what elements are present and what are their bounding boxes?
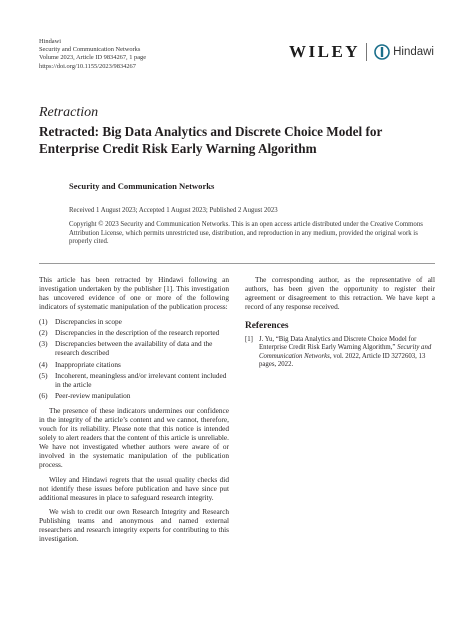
hindawi-logo-icon [374, 44, 390, 60]
intro-paragraph: This article has been retracted by Hindawi following an investigation undertaken by the publisher [1]. This investigation has uncovered evidence of one or more of the following indicators of systematic manipulation of the publication process: [39, 275, 229, 311]
right-column [245, 276, 435, 370]
wiley-wordmark: WILEY [289, 42, 361, 61]
reference-number: [1] [245, 335, 253, 343]
article-title: Retracted: Big Data Analytics and Discrete Choice Model for Enterprise Credit Risk Early Warning Algorithm [39, 124, 383, 156]
list-item: (3) Discrepancies between the availability of data and the research described [39, 339, 213, 358]
integrity-paragraph: The presence of these indicators undermines our confidence in the integrity of the article’s content and we cannot, therefore, vouch for its reliability. Please note that this notice is intended solely to alert readers that the content of this article is unreliable. We have not investigated whether authors were aware of or involved in the systematic manipulation of the publication process. [39, 406, 229, 469]
article-dates: Received 1 August 2023; Accepted 1 August 2023; Published 2 August 2023 [69, 207, 278, 214]
left-column [39, 276, 229, 550]
journal-name: Security and Communication Networks [69, 181, 215, 191]
article-type: Retraction [39, 105, 99, 120]
reference-item [245, 336, 435, 370]
section-divider [39, 263, 435, 264]
list-item: (5) Incoherent, meaningless and/or irrelevant content included in the article [39, 371, 227, 390]
list-item: (4) Inappropriate citations [39, 359, 121, 369]
list-item: (1) Discrepancies in scope [39, 316, 122, 326]
list-item: (2) Discrepancies in the description of the research reported [39, 328, 220, 338]
copyright-notice: Copyright © 2023 Security and Communication Networks. This is an open access article distributed under the Creative Commons Attribution License, which permits unrestricted use, distribution, and reproduction in any medium, provided the original work is properly cited. [69, 221, 423, 246]
author-response-paragraph: The corresponding author, as the representative of all authors, has been given the opportunity to register their agreement or disagreement to this retraction. We have kept a record of any response received. [245, 275, 435, 311]
meta-publisher: Hindawi [39, 38, 62, 45]
regret-paragraph: Wiley and Hindawi regrets that the usual quality checks did not identify these issues before publication and have since put additional measures in place to safeguard research integrity. [39, 474, 229, 502]
reference-text: J. Yu, “Big Data Analytics and Discrete Choice Model for Enterprise Credit Risk Early Warning Algorithm,” Security and Communication Networks, vol. 2022, Article ID 3272603, 13 pages, 2022. [259, 335, 432, 369]
hindawi-wordmark: Hindawi [393, 46, 434, 58]
meta-doi[interactable]: https://doi.org/10.1155/2023/9834267 [39, 62, 136, 70]
list-item: (6) Peer-review manipulation [39, 391, 131, 401]
meta-volume: Volume 2023, Article ID 9834267, 1 page [39, 54, 147, 62]
logo-divider [366, 43, 367, 61]
indicator-list [39, 318, 229, 402]
credit-paragraph: We wish to credit our own Research Integrity and Research Publishing teams and anonymous and named external researchers and research integrity experts for contributing to this investigation. [39, 507, 229, 544]
publisher-logo [289, 42, 434, 62]
journal-meta [39, 38, 146, 71]
references-heading: References [245, 320, 289, 331]
meta-journal: Security and Communication Networks [39, 46, 141, 54]
